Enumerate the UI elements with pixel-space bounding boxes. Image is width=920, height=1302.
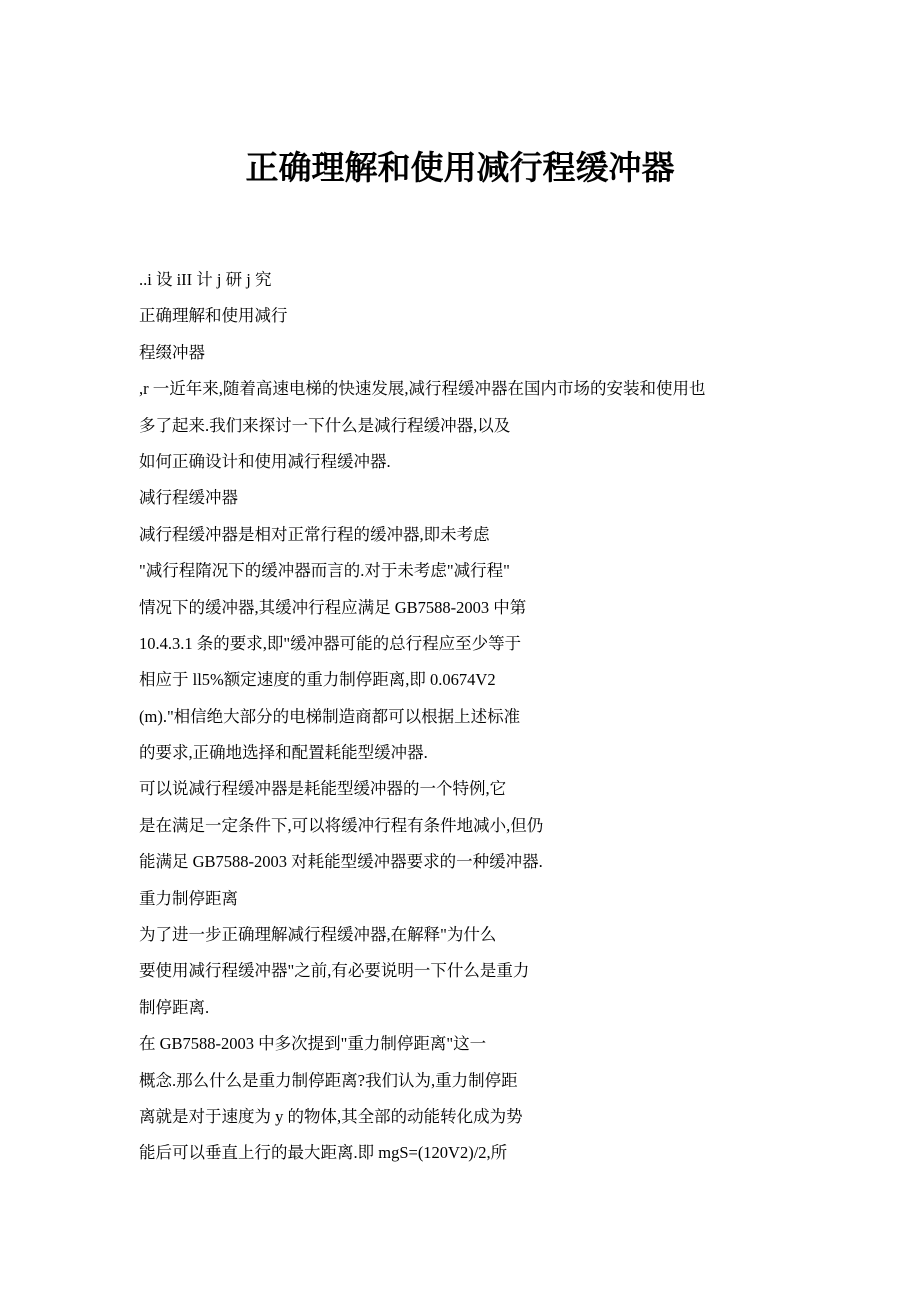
- text-line-16: 是在满足一定条件下,可以将缓冲行程有条件地减小,但仍: [139, 815, 544, 835]
- text-line-18: 重力制停距离: [139, 888, 238, 908]
- text-line-3: 程缀冲器: [139, 342, 205, 362]
- text-line-23: 概念.那么什么是重力制停距离?我们认为,重力制停距: [139, 1070, 518, 1090]
- document-body: [139, 262, 819, 1172]
- text-line-6: 如何正确设计和使用减行程缓冲器.: [139, 451, 391, 471]
- text-line-13: (m)."相信绝大部分的电梯制造商都可以根据上述标准: [139, 706, 521, 726]
- text-line-10: 情况下的缓冲器,其缓冲行程应满足 GB7588-2003 中第: [139, 597, 527, 617]
- text-line-17: 能满足 GB7588-2003 对耗能型缓冲器要求的一种缓冲器.: [139, 852, 543, 872]
- text-line-8: 减行程缓冲器是相对正常行程的缓冲器,即未考虑: [139, 524, 490, 544]
- text-line-21: 制停距离.: [139, 997, 210, 1017]
- text-line-2: 正确理解和使用减行: [139, 306, 288, 326]
- text-line-15: 可以说减行程缓冲器是耗能型缓冲器的一个特例,它: [139, 779, 507, 799]
- text-line-14: 的要求,正确地选择和配置耗能型缓冲器.: [139, 743, 428, 763]
- text-line-25: 能后可以垂直上行的最大距离.即 mgS=(120V2)/2,所: [139, 1143, 508, 1163]
- text-line-12: 相应于 ll5%额定速度的重力制停距离,即 0.0674V2: [139, 670, 496, 690]
- document-title: 正确理解和使用减行程缓冲器: [245, 148, 675, 187]
- text-line-5: 多了起来.我们来探讨一下什么是减行程缓冲器,以及: [139, 415, 511, 435]
- text-line-22: 在 GB7588-2003 中多次提到"重力制停距离"这一: [139, 1034, 487, 1054]
- text-line-4: ,r 一近年来,随着高速电梯的快速发展,减行程缓冲器在国内市场的安装和使用也: [139, 379, 706, 399]
- text-line-19: 为了进一步正确理解减行程缓冲器,在解释"为什么: [139, 925, 497, 945]
- text-line-20: 要使用减行程缓冲器"之前,有必要说明一下什么是重力: [139, 961, 530, 981]
- text-line-9: "减行程隋况下的缓冲器而言的.对于未考虑"减行程": [139, 561, 510, 581]
- text-line-11: 10.4.3.1 条的要求,即"缓冲器可能的总行程应至少等于: [139, 633, 522, 653]
- text-line-24: 离就是对于速度为 y 的物体,其全部的动能转化成为势: [139, 1106, 523, 1126]
- text-line-7: 减行程缓冲器: [139, 488, 238, 508]
- text-line-1: ..i 设 iII 计 j 研 j 究: [139, 270, 272, 289]
